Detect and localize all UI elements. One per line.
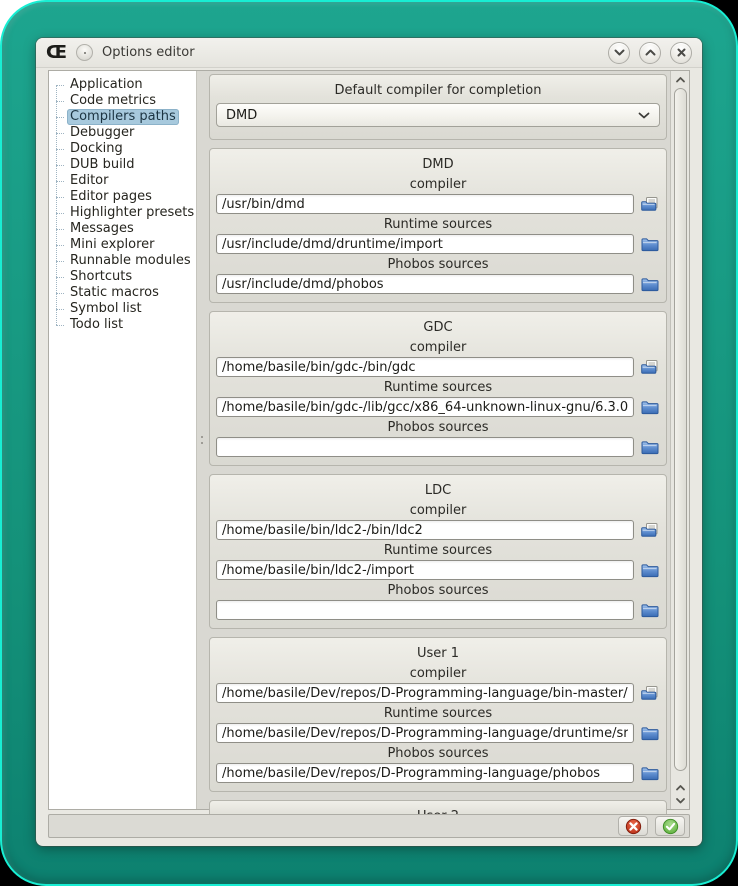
field-label: Runtime sources: [383, 217, 493, 232]
folder-icon: [641, 603, 659, 618]
browse-folder-button[interactable]: [640, 439, 660, 456]
window-title: Options editor: [102, 45, 195, 60]
cancel-icon: [625, 818, 642, 835]
field-label: compiler: [409, 177, 467, 192]
accept-button[interactable]: [655, 816, 685, 836]
open-file-icon: [641, 523, 659, 537]
browse-folder-button[interactable]: [640, 562, 660, 579]
browse-folder-button[interactable]: [640, 236, 660, 253]
browse-folder-button[interactable]: [640, 276, 660, 293]
sidebar-item-debugger[interactable]: Debugger: [49, 125, 196, 141]
browse-file-button[interactable]: [640, 685, 660, 702]
sidebar-item-runnable-modules[interactable]: Runnable modules: [49, 253, 196, 269]
folder-icon: [641, 726, 659, 741]
gdc-compiler-path-input[interactable]: [216, 357, 634, 377]
browse-file-button[interactable]: [640, 196, 660, 213]
field-label: Phobos sources: [387, 583, 489, 598]
options-editor-window: [36, 38, 702, 846]
browse-folder-button[interactable]: [640, 725, 660, 742]
open-file-icon: [641, 197, 659, 211]
maximize-button[interactable]: [639, 42, 661, 64]
chevron-down-icon: [614, 49, 625, 56]
selected-compiler-value: DMD: [226, 107, 258, 123]
close-icon: [677, 48, 686, 57]
field-label: compiler: [409, 503, 467, 518]
cancel-button[interactable]: [618, 816, 648, 836]
content-area: [48, 70, 690, 810]
field-label: compiler: [409, 666, 467, 681]
sidebar-item-code-metrics[interactable]: Code metrics: [49, 93, 196, 109]
folder-icon: [641, 766, 659, 781]
sidebar-item-editor[interactable]: Editor: [49, 173, 196, 189]
group-title: DMD: [422, 157, 454, 172]
sidebar-item-messages[interactable]: Messages: [49, 221, 196, 237]
user1-compiler-path-input[interactable]: [216, 683, 634, 703]
field-label: Phobos sources: [387, 257, 489, 272]
folder-icon: [641, 277, 659, 292]
compiler-group-ldc: [209, 474, 667, 629]
folder-icon: [641, 563, 659, 578]
field-label: Runtime sources: [383, 380, 493, 395]
compiler-group-dmd: [209, 148, 667, 303]
chevron-down-icon: [638, 112, 650, 119]
sidebar-item-dub-build[interactable]: DUB build: [49, 157, 196, 173]
folder-icon: [641, 440, 659, 455]
sidebar-item-shortcuts[interactable]: Shortcuts: [49, 269, 196, 285]
window-menu-button[interactable]: [76, 44, 93, 61]
sidebar-item-mini-explorer[interactable]: Mini explorer: [49, 237, 196, 253]
group-title: GDC: [423, 320, 453, 335]
chevron-up-icon: [676, 785, 685, 791]
field-label: Phobos sources: [387, 746, 489, 761]
titlebar[interactable]: [36, 38, 702, 68]
scroll-down-button[interactable]: [673, 794, 688, 807]
field-label: Phobos sources: [387, 420, 489, 435]
field-label: compiler: [409, 340, 467, 355]
folder-icon: [641, 237, 659, 252]
accept-icon: [662, 818, 679, 835]
minimize-button[interactable]: [608, 42, 630, 64]
dmd-runtime-sources-input[interactable]: [216, 234, 634, 254]
sidebar-item-static-macros[interactable]: Static macros: [49, 285, 196, 301]
dmd-phobos-sources-input[interactable]: [216, 274, 634, 294]
user1-phobos-sources-input[interactable]: [216, 763, 634, 783]
field-label: Runtime sources: [383, 543, 493, 558]
user1-runtime-sources-input[interactable]: [216, 723, 634, 743]
compiler-group-gdc: [209, 311, 667, 466]
scroll-thumb[interactable]: [674, 88, 687, 771]
default-compiler-group: [209, 74, 667, 140]
field-label: Runtime sources: [383, 706, 493, 721]
chevron-down-icon: [676, 798, 685, 804]
sidebar-splitter[interactable]: [197, 71, 206, 809]
app-logo-icon: Œ: [46, 41, 68, 63]
scroll-up-button-bottom[interactable]: [673, 781, 688, 794]
chevron-up-icon: [645, 49, 656, 56]
ldc-compiler-path-input[interactable]: [216, 520, 634, 540]
dialog-button-bar: [48, 814, 690, 838]
default-compiler-select[interactable]: [216, 103, 660, 127]
browse-folder-button[interactable]: [640, 602, 660, 619]
browse-file-button[interactable]: [640, 359, 660, 376]
sidebar-item-highlighter-presets[interactable]: Highlighter presets: [49, 205, 196, 221]
compilers-paths-panel: [206, 71, 670, 809]
category-tree: [49, 71, 197, 809]
gdc-phobos-sources-input[interactable]: [216, 437, 634, 457]
sidebar-item-symbol-list[interactable]: Symbol list: [49, 301, 196, 317]
browse-file-button[interactable]: [640, 522, 660, 539]
folder-icon: [641, 400, 659, 415]
sidebar-item-todo-list[interactable]: Todo list: [49, 317, 196, 333]
chevron-up-icon: [676, 77, 685, 83]
sidebar-item-editor-pages[interactable]: Editor pages: [49, 189, 196, 205]
compiler-group-user1: [209, 637, 667, 792]
sidebar-item-docking[interactable]: Docking: [49, 141, 196, 157]
group-title: LDC: [424, 483, 452, 498]
dmd-compiler-path-input[interactable]: [216, 194, 634, 214]
scroll-up-button[interactable]: [673, 73, 688, 86]
gdc-runtime-sources-input[interactable]: [216, 397, 634, 417]
group-title: User 1: [416, 646, 460, 661]
main-scrollbar[interactable]: [670, 71, 689, 809]
open-file-icon: [641, 360, 659, 374]
close-button[interactable]: [670, 42, 692, 64]
open-file-icon: [641, 686, 659, 700]
browse-folder-button[interactable]: [640, 399, 660, 416]
sidebar-item-compilers-paths[interactable]: Compilers paths: [49, 109, 196, 125]
sidebar-item-application[interactable]: Application: [49, 77, 196, 93]
ldc-phobos-sources-input[interactable]: [216, 600, 634, 620]
group-title: Default compiler for completion: [334, 83, 542, 98]
browse-folder-button[interactable]: [640, 765, 660, 782]
ldc-runtime-sources-input[interactable]: [216, 560, 634, 580]
